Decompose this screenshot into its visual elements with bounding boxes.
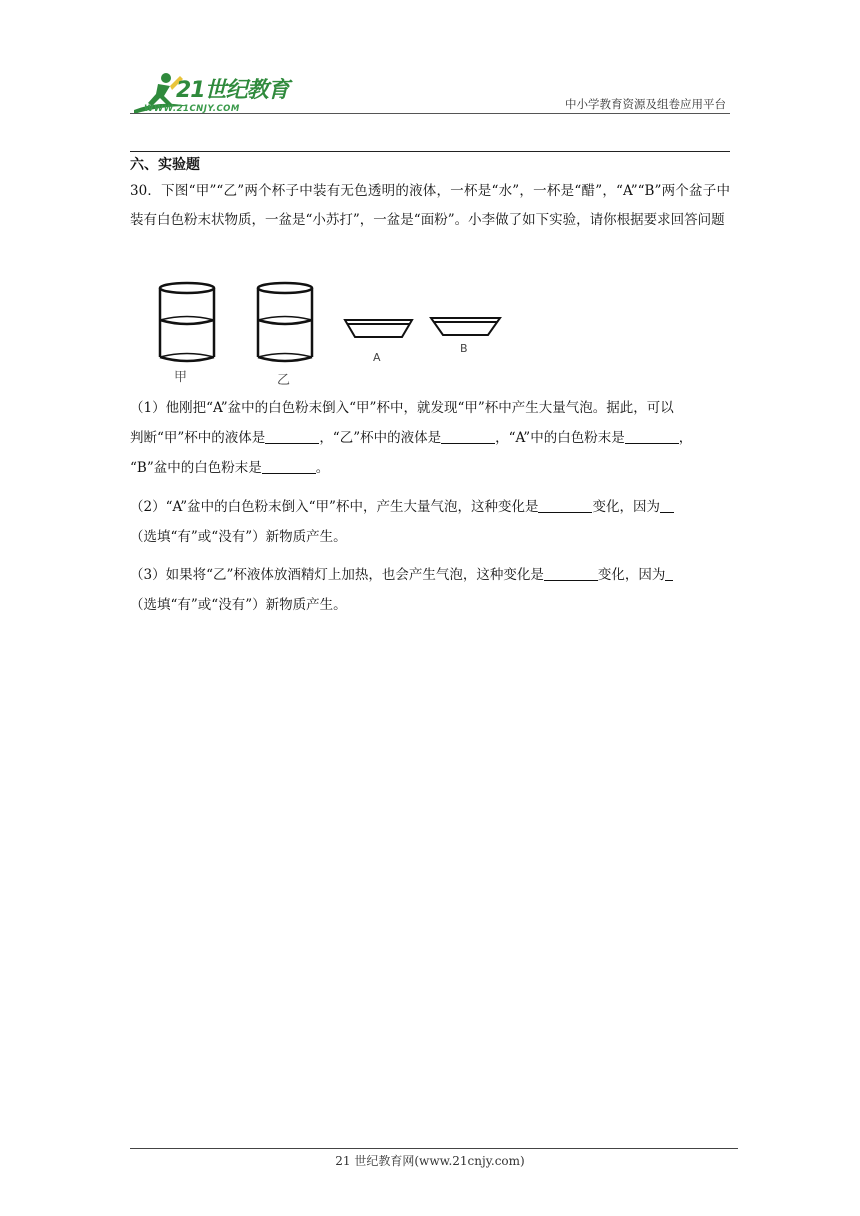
label-b: B <box>460 342 468 355</box>
experiment-figure <box>150 280 520 388</box>
cup-yi <box>258 283 312 361</box>
logo-url: WWW.21CNJY.COM <box>144 104 240 114</box>
header-divider <box>130 113 730 114</box>
label-jia: 甲 <box>174 370 188 385</box>
site-logo <box>130 66 305 118</box>
sub1-text-f: 。 <box>315 460 330 476</box>
section-title: 六、实验题 <box>130 157 200 173</box>
sub3-line1 <box>130 560 730 590</box>
sub2-text-b: 变化，因为 <box>592 499 660 515</box>
sub3-text-b: 变化，因为 <box>597 567 666 583</box>
sub1-text-d: ， <box>678 430 693 446</box>
sub1-text-a: 判断“甲”杯中的液体是 <box>130 430 266 446</box>
sub1-text-b: ，“乙”杯中的液体是 <box>319 430 442 446</box>
section-divider <box>130 151 730 152</box>
sub2-line1 <box>130 492 730 522</box>
answer-blank[interactable] <box>625 430 679 445</box>
sub1-text-c: ，“A”中的白色粉末是 <box>495 430 625 446</box>
label-a: A <box>373 351 381 364</box>
answer-blank[interactable] <box>544 567 598 582</box>
subquestion-2 <box>130 492 730 552</box>
tray-b <box>431 318 500 335</box>
footer-divider <box>130 1148 738 1149</box>
sub1-text-e: “B”盆中的白色粉末是 <box>130 460 262 476</box>
question-intro <box>130 177 730 235</box>
sub1-line1: （1）他刚把“A”盆中的白色粉末倒入“甲”杯中，就发现“甲”杯中产生大量气泡。据此，可以 <box>130 400 674 416</box>
cups-and-trays-diagram <box>150 280 520 388</box>
label-yi: 乙 <box>277 373 291 388</box>
sub2-line2: （选填“有”或“没有”）新物质产生。 <box>130 529 347 545</box>
answer-blank[interactable] <box>265 430 319 445</box>
answer-blank[interactable] <box>441 430 495 445</box>
platform-tagline: 中小学教育资源及组卷应用平台 <box>565 97 726 111</box>
answer-blank[interactable] <box>262 460 316 475</box>
sub1-line2 <box>130 423 730 453</box>
page-header <box>130 66 730 118</box>
sub3-line2: （选填“有”或“没有”）新物质产生。 <box>130 597 347 613</box>
question-number: 30． <box>130 183 162 199</box>
subquestion-1 <box>130 393 730 483</box>
question-intro-text: 下图“甲”“乙”两个杯子中装有无色透明的液体，一杯是“水”，一杯是“醋”，“A”“B”两个盆子中装有白色粉末状物质，一盆是“小苏打”，一盆是“面粉”。小李做了如下实验，请你根据要求回答问题 <box>130 183 730 228</box>
logo-text: 21世纪教育 <box>176 78 289 103</box>
answer-blank[interactable] <box>660 499 674 514</box>
sub3-text-a: （3）如果将“乙”杯液体放酒精灯上加热，也会产生气泡，这种变化是 <box>130 567 544 583</box>
cup-jia <box>160 283 214 361</box>
answer-blank[interactable] <box>538 499 592 514</box>
sub2-text-a: （2）“A”盆中的白色粉末倒入“甲”杯中，产生大量气泡，这种变化是 <box>130 499 539 515</box>
subquestion-3 <box>130 560 730 620</box>
page-footer: 21 世纪教育网(www.21cnjy.com) <box>335 1154 525 1168</box>
sub1-line3 <box>130 453 730 483</box>
answer-blank[interactable] <box>665 567 673 582</box>
tray-a <box>345 320 412 337</box>
